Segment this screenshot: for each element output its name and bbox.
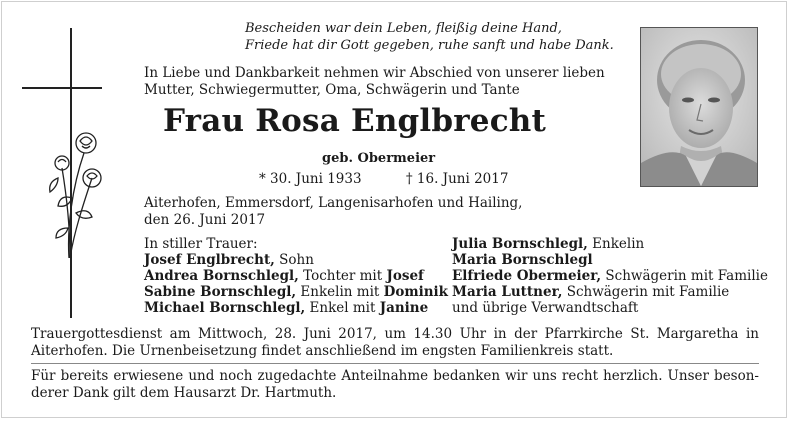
death-date: † 16. Juni 2017 (405, 171, 509, 187)
mourner-entry: Julia Bornschlegl, Enkelin (452, 236, 645, 252)
intro-text (144, 65, 605, 99)
service-info (31, 326, 759, 360)
thanks-text (31, 368, 759, 402)
mourner-entry: und übrige Verwandtschaft (452, 300, 639, 316)
life-dates (259, 171, 508, 187)
service-line-1: Trauergottesdienst am Mittwoch, 28. Juni 2017, um 14.30 Uhr in der Pfarrkirche St. Margaretha in (31, 326, 759, 342)
places-line-1: Aiterhofen, Emmersdorf, Langenisarhofen und Hailing, (144, 195, 523, 211)
mourner-entry: In stiller Trauer: (144, 236, 258, 252)
places-line-2: den 26. Juni 2017 (144, 212, 266, 228)
divider (31, 363, 759, 364)
portrait-photo (640, 27, 758, 187)
birth-date: * 30. Juni 1933 (259, 171, 362, 187)
mourner-entry: Maria Luttner, Schwägerin mit Familie (452, 284, 730, 300)
deceased-name: Frau Rosa Englbrecht (163, 103, 547, 139)
intro-line-2: Mutter, Schwiegermutter, Oma, Schwägerin und Tante (144, 82, 520, 98)
thanks-line-1: Für bereits erwiesene und noch zugedachte Anteilnahme bedanken wir uns recht herzlich. Unser beson- (31, 368, 759, 384)
mourner-entry: Elfriede Obermeier, Schwägerin mit Familie (452, 268, 768, 284)
poem-line-2: Friede hat dir Gott gegeben, ruhe sanft und habe Dank. (245, 38, 614, 53)
poem-line-1: Bescheiden war dein Leben, fleißig deine Hand, (245, 21, 562, 36)
mourners-left-column (144, 236, 448, 316)
service-line-2: Aiterhofen. Die Urnenbeisetzung findet anschließend im engsten Familienkreis statt. (31, 343, 614, 359)
birth-name: geb. Obermeier (322, 151, 436, 166)
mourners-right-column (452, 236, 768, 316)
poem (245, 20, 614, 54)
cross-with-roses-icon (22, 28, 102, 318)
mourner-entry: Michael Bornschlegl, Enkel mit Janine (144, 300, 429, 316)
places-and-date (144, 195, 522, 229)
mourner-entry: Maria Bornschlegl (452, 252, 593, 268)
mourner-entry: Andrea Bornschlegl, Tochter mit Josef (144, 268, 424, 284)
mourner-entry: Sabine Bornschlegl, Enkelin mit Dominik (144, 284, 449, 300)
intro-line-1: In Liebe und Dankbarkeit nehmen wir Abschied von unserer lieben (144, 65, 605, 81)
mourner-entry: Josef Englbrecht, Sohn (144, 252, 314, 268)
thanks-line-2: derer Dank gilt dem Hausarzt Dr. Hartmuth. (31, 385, 337, 401)
